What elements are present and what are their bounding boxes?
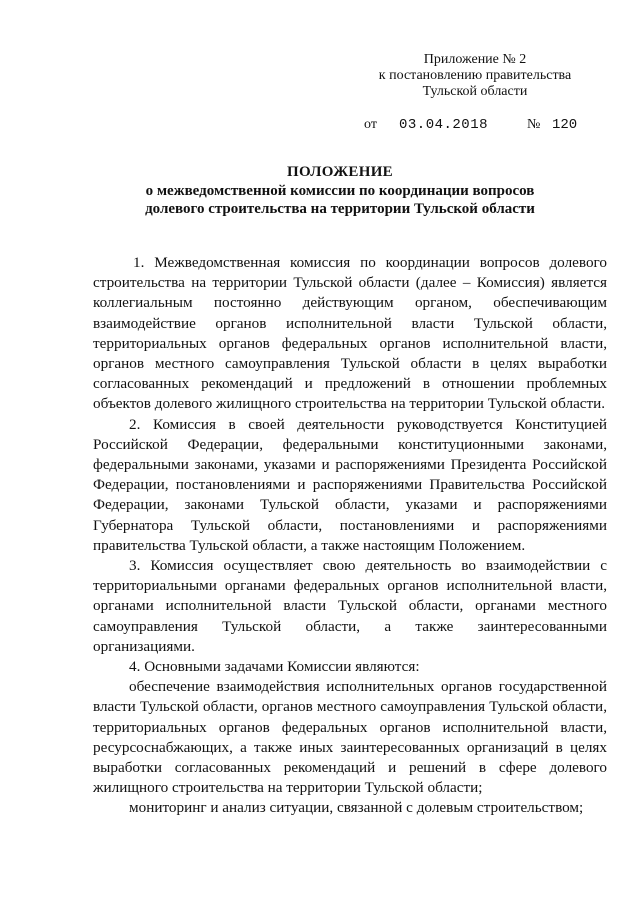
task-item-1: обеспечение взаимодействия исполнительных органов государственной власти Тульской области, органов местного самоуправления Тульской области, территориальных органов федеральных органов исполнительной власти, ресурсоснабжающих, а также иных заинтересованных организаций в целях выработки согласованных рекомендаций и решений в сфере долевого жилищного строительства на территории Тульской области; bbox=[93, 678, 607, 797]
decree-number-label: № bbox=[527, 117, 541, 132]
document-title-block bbox=[60, 163, 620, 218]
task-item-2: мониторинг и анализ ситуации, связанной с долевым строительством; bbox=[129, 799, 584, 817]
document-body bbox=[93, 253, 607, 819]
appendix-header bbox=[360, 52, 590, 100]
document-subtitle-line-1: о межведомственной комиссии по координации вопросов bbox=[145, 183, 535, 199]
paragraph-4: 4. Основными задачами Комиссии являются: bbox=[129, 658, 420, 676]
document-subtitle-line-2: долевого строительства на территории Тульской области bbox=[145, 201, 535, 217]
appendix-line-2: к постановлению правительства bbox=[378, 68, 572, 83]
paragraph-3: 3. Комиссия осуществляет свою деятельность во взаимодействии с территориальными органами федеральных органов исполнительной власти, органами исполнительной власти Тульской области, органами местного самоуправления Тульской области, а также заинтересованными организациями. bbox=[93, 557, 607, 655]
decree-number: 120 bbox=[552, 117, 578, 133]
decree-date: 03.04.2018 bbox=[399, 117, 489, 133]
paragraph-2: 2. Комиссия в своей деятельности руководствуется Конституцией Российской Федерации, федеральными конституционными законами, федеральными законами, указами и распоряжениями Президента Российской Федерации, постановлениями и распоряжениями Правительства Российской Федерации, законами Тульской области, указами и распоряжениями Губернатора Тульской области, постановлениями и распоряжениями правительства Тульской области, а также настоящим Положением. bbox=[93, 415, 607, 554]
appendix-line-1: Приложение № 2 bbox=[423, 52, 527, 67]
document-title: ПОЛОЖЕНИЕ bbox=[287, 164, 393, 180]
appendix-line-3: Тульской области bbox=[422, 84, 528, 99]
paragraph-1: 1. Межведомственная комиссия по координации вопросов долевого строительства на территории Тульской области (далее – Комиссия) является коллегиальным постоянно действующим органом, обеспечивающим взаимодействие органов исполнительной власти Тульской области, территориальных органов федеральных органов исполнительной власти, органов местного самоуправления Тульской области в целях выработки согласованных рекомендаций и предложений в отношении проблемных объектов долевого жилищного строительства на территории Тульской области. bbox=[93, 254, 607, 413]
decree-from-label: от bbox=[364, 117, 377, 132]
